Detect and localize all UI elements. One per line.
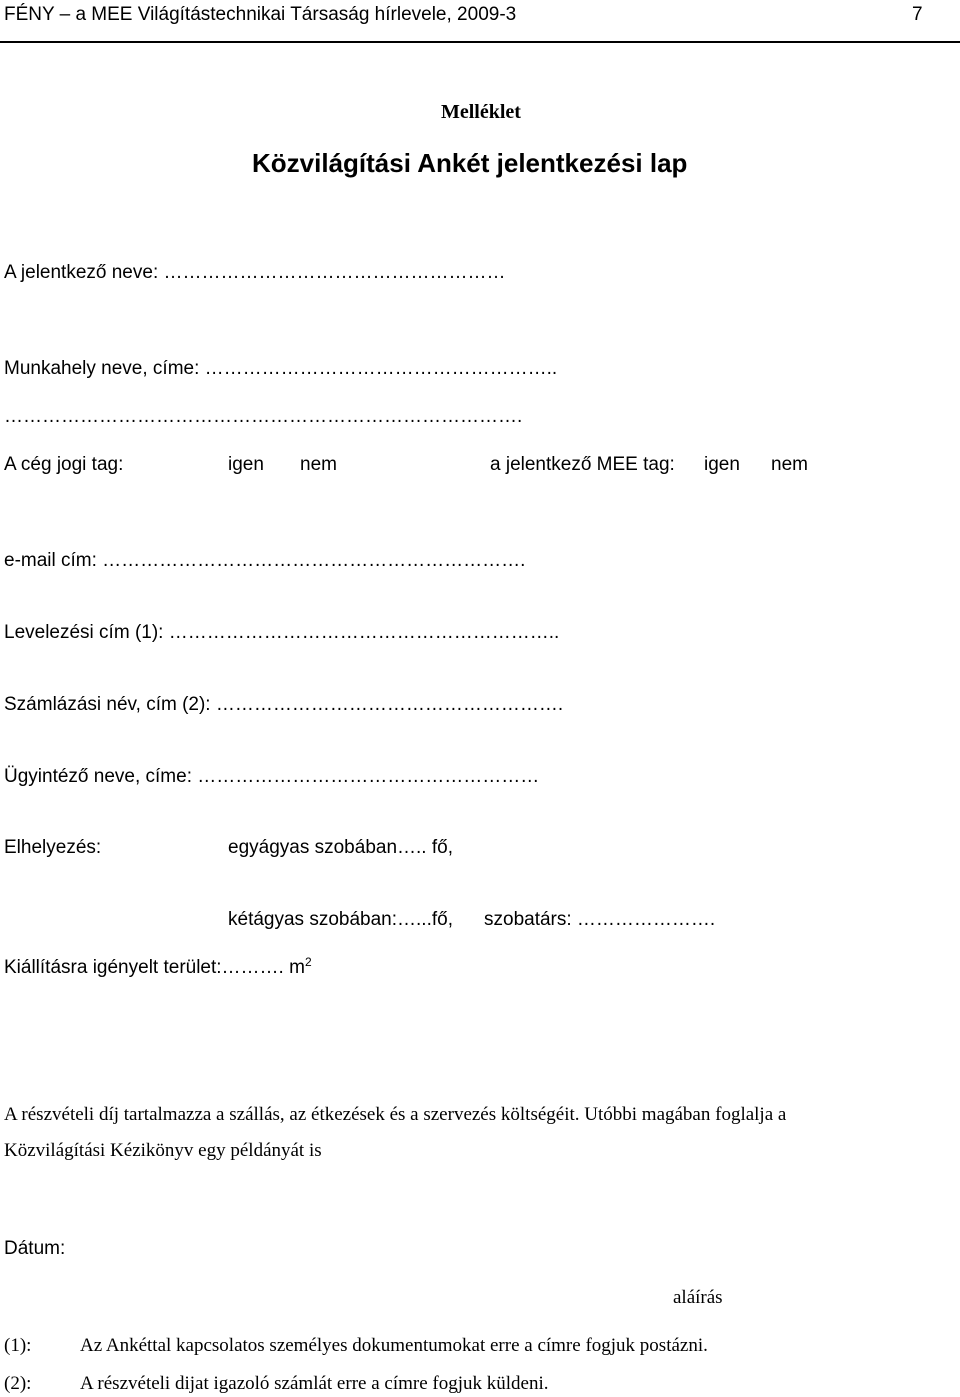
mee-member-no-option: nem: [771, 454, 808, 475]
roommate-field: szobatárs: ………………….: [484, 909, 716, 930]
signature-label: aláírás: [673, 1287, 723, 1308]
page-number: 7: [912, 4, 923, 25]
annex-label: Melléklet: [441, 101, 521, 123]
company-member-label: A cég jogi tag:: [4, 454, 124, 475]
footnote-1-mark: (1):: [4, 1335, 32, 1356]
square-superscript: 2: [304, 955, 312, 969]
mee-member-label: a jelentkező MEE tag:: [490, 454, 675, 475]
double-room-field: kétágyas szobában:…...fő,: [228, 909, 453, 930]
mee-member-yes-option: igen: [704, 454, 740, 475]
accommodation-label: Elhelyezés:: [4, 837, 102, 858]
company-member-no-option: nem: [300, 454, 337, 475]
company-member-yes-option: igen: [228, 454, 264, 475]
footnote-2-text: A részvételi dijat igazoló számlát erre a címre fogjuk küldeni.: [80, 1373, 549, 1394]
form-title: Közvilágítási Ankét jelentkezési lap: [252, 148, 688, 178]
billing-name-address-field: Számlázási név, cím (2): ……………………………………………….: [4, 694, 564, 715]
postal-address-field: Levelezési cím (1): ……………………………………………………..: [4, 622, 560, 643]
footnote-2-mark: (2):: [4, 1373, 32, 1394]
exhibition-area-field: [4, 957, 312, 979]
workplace-field: Munkahely neve, címe: ………………………………………………..: [4, 358, 558, 379]
footnote-1-text: Az Ankéttal kapcsolatos személyes dokumentumokat erre a címre fogjuk postázni.: [80, 1335, 708, 1356]
date-label: Dátum:: [4, 1238, 66, 1259]
fee-note-line-1: A részvételi díj tartalmazza a szállás, az étkezések és a szervezés költségéit. Utóbbi magában foglalja a: [4, 1104, 787, 1125]
administrator-field: Ügyintéző neve, címe: ………………………………………………: [4, 766, 540, 787]
email-field: e-mail cím: ………………………………………………………….: [4, 550, 526, 571]
workplace-field-continuation: ……………………………………………………………………….: [4, 406, 523, 427]
single-room-field: egyágyas szobában….. fő,: [228, 837, 453, 858]
applicant-name-field: A jelentkező neve: ………………………………………………: [4, 262, 506, 283]
newsletter-header-title: FÉNY – a MEE Világítástechnikai Társaság hírlevele, 2009-3: [4, 4, 517, 25]
header-divider: [0, 41, 960, 43]
exhibition-area-text: Kiállításra igényelt terület:………. m: [4, 957, 305, 978]
fee-note-line-2: Közvilágítási Kézikönyv egy példányát is: [4, 1140, 322, 1161]
